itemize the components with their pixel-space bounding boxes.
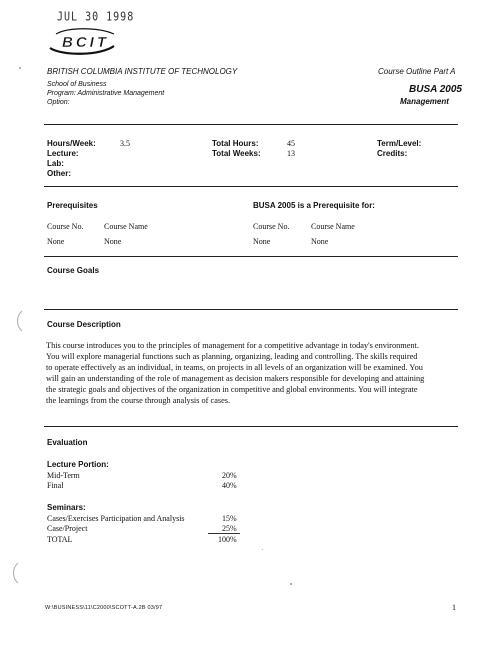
divider — [44, 256, 458, 257]
description-line: the strategic goals and objectives of the organization in competitive and global environments. You will integrate — [46, 385, 418, 394]
project-value: 25% — [222, 524, 237, 533]
prereq-for-col-course-no: Course No. — [253, 222, 290, 231]
total-underline — [208, 533, 240, 534]
divider — [44, 186, 458, 187]
cases-value: 15% — [222, 514, 237, 523]
total-weeks-label: Total Weeks: — [212, 149, 261, 158]
course-description-heading: Course Description — [47, 320, 121, 329]
final-value: 40% — [222, 481, 237, 490]
scan-mark-icon — [14, 310, 24, 332]
course-description-text — [46, 340, 460, 406]
term-level-label: Term/Level: — [377, 139, 422, 148]
option-label: Option: — [47, 99, 70, 106]
prereq-for-course-no: None — [253, 237, 271, 246]
prereq-course-no: None — [47, 237, 65, 246]
credits-label: Credits: — [377, 149, 408, 158]
total-label: TOTAL — [47, 535, 73, 544]
divider — [44, 426, 458, 427]
course-goals-heading: Course Goals — [47, 266, 100, 275]
prereq-for-heading: BUSA 2005 is a Prerequisite for: — [253, 201, 375, 210]
description-line: You will explore managerial functions such as planning, organizing, leading and controlling. The skills required — [46, 352, 418, 361]
hours-week-label: Hours/Week: — [47, 139, 96, 148]
total-hours-value: 45 — [287, 139, 295, 148]
lecture-label: Lecture: — [47, 149, 79, 158]
course-title: Management — [400, 97, 449, 106]
outline-part: Course Outline Part A — [378, 67, 456, 76]
scan-speck — [290, 583, 292, 585]
prereq-for-col-course-name: Course Name — [311, 222, 355, 231]
school-name: School of Business — [47, 81, 107, 88]
prereq-col-course-no: Course No. — [47, 222, 84, 231]
final-label: Final — [47, 481, 64, 490]
midterm-value: 20% — [222, 471, 237, 480]
program-name: Program: Administrative Management — [47, 90, 165, 97]
seminars-heading: Seminars: — [47, 503, 86, 512]
total-weeks-value: 13 — [287, 149, 295, 158]
divider — [44, 309, 458, 310]
scan-mark-icon — [10, 562, 20, 584]
footer-file-path: W:\BUSINESS\11\C2000\SCOTT-A.2B 03/97 — [45, 605, 163, 611]
description-line: This course introduces you to the principles of management for a competitive advantage in today's environment. — [46, 341, 419, 350]
scan-speck — [19, 67, 21, 69]
prereq-course-name: None — [104, 237, 122, 246]
lecture-portion-heading: Lecture Portion: — [47, 460, 109, 469]
institute-name: BRITISH COLUMBIA INSTITUTE OF TECHNOLOGY — [47, 67, 238, 76]
logo-text: BCIT — [62, 34, 106, 51]
description-line: to operate effectively as an individual, in teams, on projects in all levels of an organization will be examined. You — [46, 363, 423, 372]
scan-speck — [262, 549, 263, 550]
course-code: BUSA 2005 — [409, 84, 462, 95]
project-label: Case/Project — [47, 524, 88, 533]
evaluation-heading: Evaluation — [47, 438, 88, 447]
description-line: the learnings from the course through analysis of cases. — [46, 396, 231, 405]
divider — [44, 124, 458, 125]
other-label: Other: — [47, 169, 71, 178]
description-line: will gain an understanding of the role of management as decision makers responsible for developing and attaining — [46, 374, 425, 383]
prereq-for-course-name: None — [311, 237, 329, 246]
cases-label: Cases/Exercises Participation and Analysis — [47, 514, 185, 523]
hours-week-value: 3.5 — [120, 139, 130, 148]
date-stamp: JUL 30 1998 — [57, 10, 135, 25]
lab-label: Lab: — [47, 159, 64, 168]
page-number: 1 — [452, 603, 456, 612]
prerequisites-heading: Prerequisites — [47, 201, 98, 210]
total-value: 100% — [218, 535, 237, 544]
midterm-label: Mid-Term — [47, 471, 80, 480]
prereq-col-course-name: Course Name — [104, 222, 148, 231]
bcit-logo — [48, 26, 118, 56]
total-hours-label: Total Hours: — [212, 139, 259, 148]
